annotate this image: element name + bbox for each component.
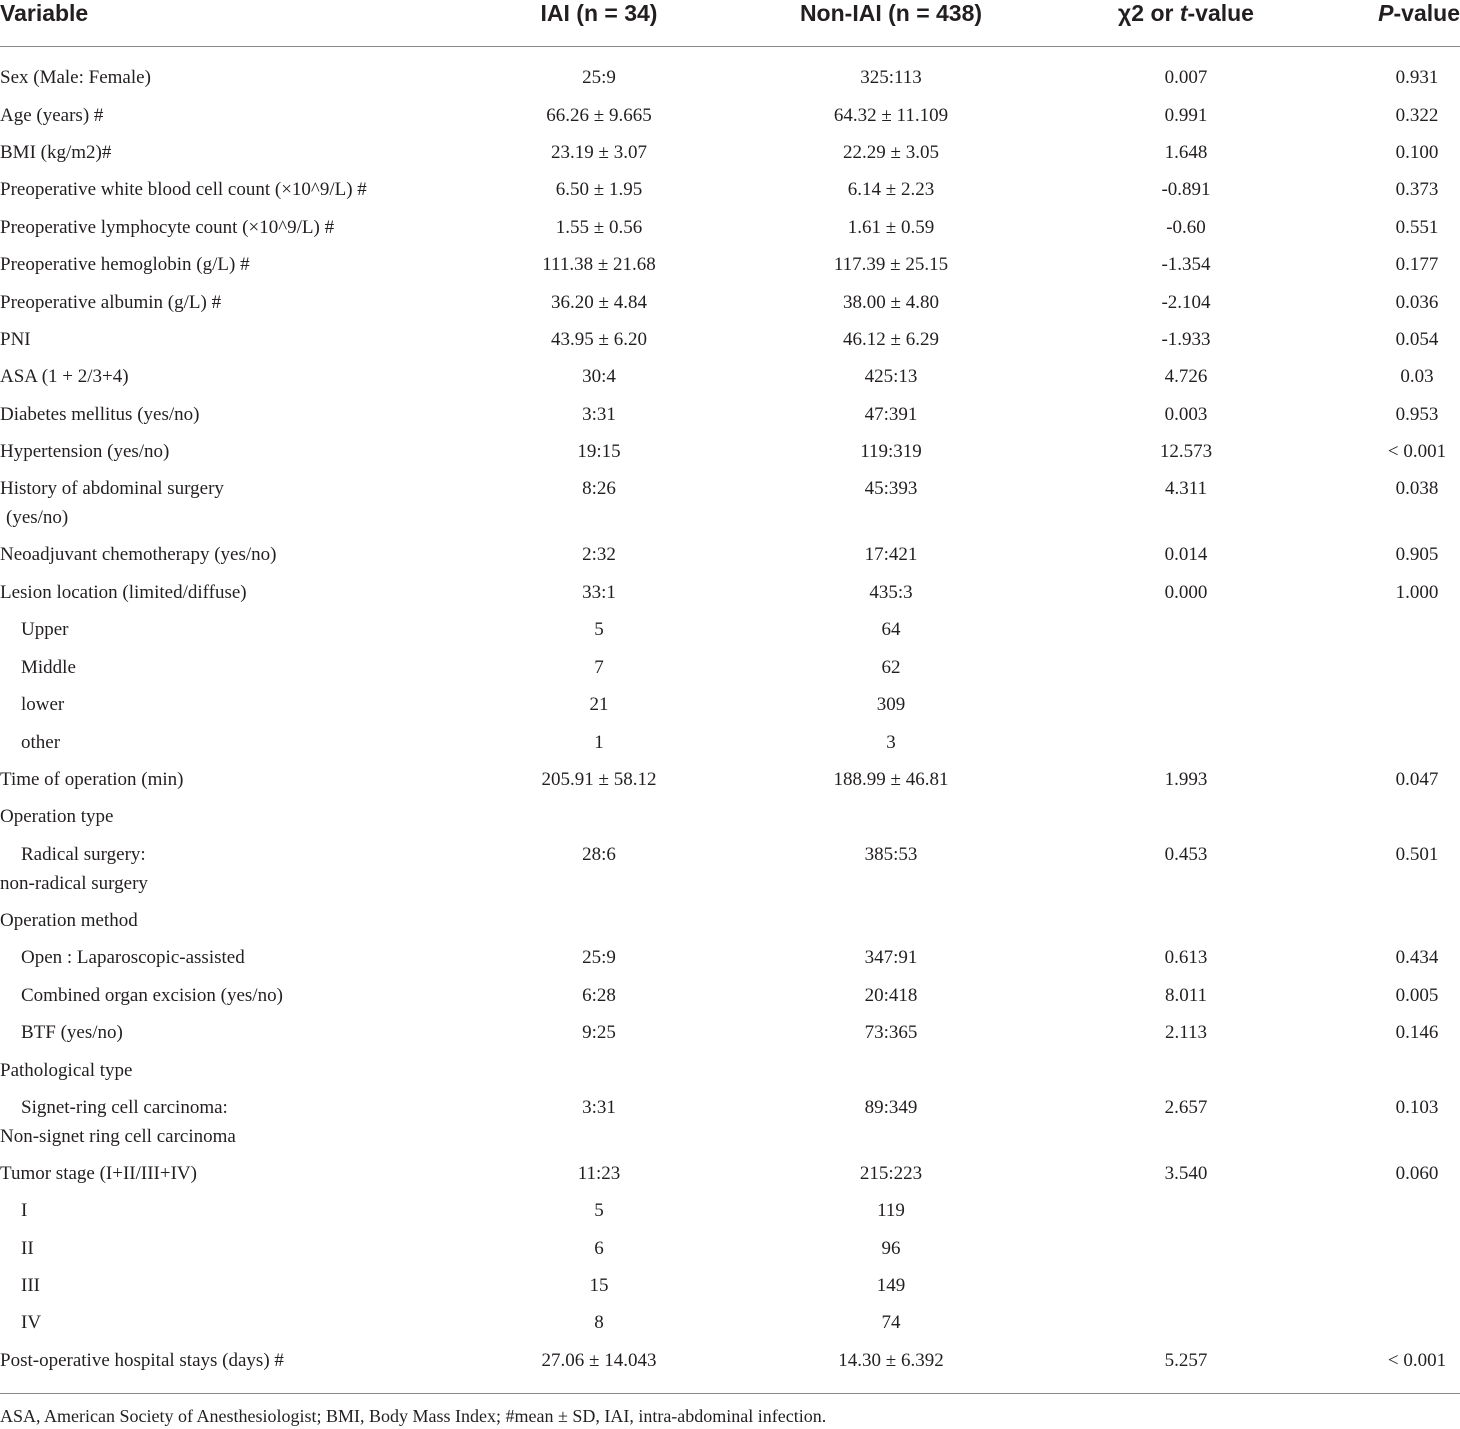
- cell-iai: 5: [594, 1200, 604, 1221]
- cell-p: 0.146: [1395, 1022, 1439, 1043]
- cell-variable: [21, 1018, 123, 1047]
- cell-variable: [21, 981, 283, 1010]
- cell-non-iai: 14.30 ± 6.392: [838, 1350, 944, 1371]
- cell-non-iai: 6.14 ± 2.23: [847, 179, 935, 200]
- cell-iai: 6.50 ± 1.95: [555, 179, 643, 200]
- cell-stat: 0.003: [1164, 404, 1208, 425]
- cell-p: 0.322: [1395, 105, 1439, 126]
- cell-variable: [0, 1093, 236, 1151]
- cell-p: 0.551: [1395, 217, 1439, 238]
- cell-p: 0.177: [1395, 254, 1439, 275]
- cell-non-iai: 309: [876, 694, 906, 715]
- cell-variable: [21, 1196, 27, 1225]
- cell-variable: [21, 653, 76, 682]
- cell-variable: [0, 325, 31, 354]
- cell-variable: [0, 288, 221, 317]
- header-p-suffix: -value: [1393, 0, 1460, 26]
- cell-variable: [0, 362, 129, 391]
- cell-variable-text: Hypertension (yes/no): [0, 441, 170, 462]
- header-iai: IAI (n = 34): [540, 0, 658, 26]
- cell-p: 0.047: [1395, 769, 1439, 790]
- cell-variable-text: Post-operative hospital stays (days) #: [0, 1350, 284, 1371]
- cell-iai: 15: [589, 1275, 609, 1296]
- cell-variable-text: other: [21, 732, 61, 753]
- cell-variable-text: II: [21, 1238, 34, 1259]
- header-non-iai: Non-IAI (n = 438): [799, 0, 983, 26]
- cell-iai: 43.95 ± 6.20: [551, 329, 647, 350]
- cell-variable-text: BMI (kg/m2)#: [0, 142, 112, 163]
- header-statistic: [1118, 0, 1254, 28]
- cell-iai: 25:9: [582, 947, 616, 968]
- cell-stat: 4.726: [1164, 366, 1208, 387]
- cell-non-iai: 96: [881, 1238, 901, 1259]
- cell-variable: [0, 474, 224, 532]
- table-bottom-rule: [0, 1393, 1460, 1394]
- cell-variable: [0, 906, 138, 935]
- cell-non-iai: 117.39 ± 25.15: [833, 254, 949, 275]
- cell-non-iai: 46.12 ± 6.29: [843, 329, 939, 350]
- cell-p: 0.036: [1395, 292, 1439, 313]
- cell-stat: 1.648: [1164, 142, 1208, 163]
- cell-non-iai: 22.29 ± 3.05: [843, 142, 939, 163]
- cell-iai: 30:4: [582, 366, 616, 387]
- cell-iai: 3:31: [582, 404, 616, 425]
- cell-variable-text-line2: non-radical surgery: [0, 873, 148, 894]
- header-p-value: [1378, 0, 1460, 28]
- cell-p: 0.373: [1395, 179, 1439, 200]
- cell-non-iai: 89:349: [864, 1097, 918, 1118]
- cell-variable-text: Pathological type: [0, 1060, 133, 1081]
- cell-variable-text: Time of operation (min): [0, 769, 184, 790]
- cell-variable-text: lower: [21, 694, 65, 715]
- cell-iai: 3:31: [582, 1097, 616, 1118]
- cell-variable-text: Radical surgery:: [21, 844, 146, 865]
- cell-variable-text: History of abdominal surgery: [0, 478, 224, 499]
- cell-stat: 1.993: [1164, 769, 1208, 790]
- cell-non-iai: 425:13: [864, 366, 918, 387]
- cell-variable: [21, 1234, 34, 1263]
- cell-iai: 23.19 ± 3.07: [551, 142, 647, 163]
- cell-iai: 9:25: [582, 1022, 616, 1043]
- cell-variable: [0, 250, 250, 279]
- cell-variable: [21, 615, 68, 644]
- cell-variable-text: Diabetes mellitus (yes/no): [0, 404, 200, 425]
- cell-stat: 0.613: [1164, 947, 1208, 968]
- cell-variable-text: Lesion location (limited/diffuse): [0, 582, 247, 603]
- cell-iai: 25:9: [582, 67, 616, 88]
- cell-stat: 3.540: [1164, 1163, 1208, 1184]
- cell-p: < 0.001: [1387, 441, 1447, 462]
- cell-p: 0.103: [1395, 1097, 1439, 1118]
- cell-p: 0.005: [1395, 985, 1439, 1006]
- cell-p: 0.038: [1395, 478, 1439, 499]
- cell-variable-text-line2: Non-signet ring cell carcinoma: [0, 1126, 236, 1147]
- cell-variable-text: Tumor stage (I+II/III+IV): [0, 1163, 197, 1184]
- cell-non-iai: 149: [876, 1275, 906, 1296]
- cell-iai: 7: [594, 657, 604, 678]
- cell-iai: 8: [594, 1312, 604, 1333]
- cell-stat: 4.311: [1164, 478, 1208, 499]
- cell-variable-text: Combined organ excision (yes/no): [21, 985, 283, 1006]
- header-statistic-t: t: [1179, 0, 1188, 26]
- cell-non-iai: 188.99 ± 46.81: [833, 769, 949, 790]
- cell-variable-text: BTF (yes/no): [21, 1022, 123, 1043]
- cell-iai: 6:28: [582, 985, 616, 1006]
- cell-iai: 205.91 ± 58.12: [541, 769, 657, 790]
- cell-p: < 0.001: [1387, 1350, 1447, 1371]
- cell-iai: 111.38 ± 21.68: [542, 254, 656, 275]
- cell-non-iai: 1.61 ± 0.59: [847, 217, 935, 238]
- cell-variable: [0, 1159, 197, 1188]
- cell-variable-text: PNI: [0, 329, 31, 350]
- cell-variable-text: Signet-ring cell carcinoma:: [21, 1097, 228, 1118]
- header-statistic-suffix: -value: [1187, 0, 1254, 26]
- cell-variable-text: I: [21, 1200, 28, 1221]
- cell-p: 0.953: [1395, 404, 1439, 425]
- cell-variable-text: Middle: [21, 657, 76, 678]
- cell-variable: [0, 765, 183, 794]
- cell-stat: 2.657: [1164, 1097, 1208, 1118]
- cell-variable: [0, 138, 111, 167]
- cell-variable: [0, 802, 113, 831]
- cell-variable-text: Neoadjuvant chemotherapy (yes/no): [0, 544, 277, 565]
- cell-variable: [21, 1271, 40, 1300]
- cell-variable-text: Preoperative lymphocyte count (×10^9/L) #: [0, 217, 335, 238]
- cell-non-iai: 38.00 ± 4.80: [843, 292, 939, 313]
- cell-non-iai: 119:319: [860, 441, 922, 462]
- cell-p: 0.434: [1395, 947, 1439, 968]
- cell-iai: 1: [594, 732, 604, 753]
- cell-p: 1.000: [1395, 582, 1439, 603]
- cell-stat: -2.104: [1161, 292, 1211, 313]
- cell-stat: 0.991: [1164, 105, 1208, 126]
- table-footnote: ASA, American Society of Anesthesiologist; BMI, Body Mass Index; #mean ± SD, IAI, intra-abdominal infection.: [0, 1406, 827, 1426]
- cell-variable: [0, 400, 199, 429]
- cell-iai: 11:23: [577, 1163, 621, 1184]
- cell-variable-text: Operation method: [0, 910, 138, 931]
- cell-iai: 6: [594, 1238, 604, 1259]
- cell-variable-text-line2: (yes/no): [6, 507, 69, 528]
- cell-non-iai: 73:365: [864, 1022, 918, 1043]
- cell-variable: [0, 213, 334, 242]
- cell-stat: 0.453: [1164, 844, 1208, 865]
- cell-non-iai: 347:91: [864, 947, 918, 968]
- cell-iai: 28:6: [582, 844, 616, 865]
- cell-variable-text: ASA (1 + 2/3+4): [0, 366, 129, 387]
- cell-non-iai: 385:53: [864, 844, 918, 865]
- cell-variable: [0, 1056, 132, 1085]
- cell-variable-text: IV: [21, 1312, 42, 1333]
- cell-variable: [21, 943, 245, 972]
- cell-stat: 2.113: [1164, 1022, 1208, 1043]
- cell-stat: -0.891: [1161, 179, 1211, 200]
- cell-iai: 5: [594, 619, 604, 640]
- cell-non-iai: 20:418: [864, 985, 918, 1006]
- cell-variable: [0, 101, 103, 130]
- cell-iai: 21: [589, 694, 609, 715]
- cell-p: 0.905: [1395, 544, 1439, 565]
- cell-stat: 0.014: [1164, 544, 1208, 565]
- cell-variable-text: Age (years) #: [0, 105, 104, 126]
- cell-non-iai: 62: [881, 657, 901, 678]
- cell-iai: 1.55 ± 0.56: [555, 217, 643, 238]
- cell-variable-text: Upper: [21, 619, 69, 640]
- cell-stat: 8.011: [1164, 985, 1208, 1006]
- cell-p: 0.100: [1395, 142, 1439, 163]
- cell-stat: -0.60: [1166, 217, 1206, 238]
- cell-stat: 5.257: [1164, 1350, 1208, 1371]
- cell-variable: [0, 540, 276, 569]
- cell-iai: 8:26: [582, 478, 616, 499]
- cell-iai: 19:15: [577, 441, 621, 462]
- cell-non-iai: 119: [877, 1200, 905, 1221]
- cell-variable: [21, 728, 60, 757]
- cell-variable-text: III: [21, 1275, 40, 1296]
- table-header: [0, 0, 1460, 47]
- cell-non-iai: 325:113: [860, 67, 922, 88]
- cell-non-iai: 64: [881, 619, 901, 640]
- cell-p: 0.060: [1395, 1163, 1439, 1184]
- cell-variable: [0, 63, 151, 92]
- cell-variable-text: Preoperative albumin (g/L) #: [0, 292, 222, 313]
- cell-stat: 12.573: [1159, 441, 1213, 462]
- cell-variable: [0, 840, 148, 898]
- cell-variable: [0, 1346, 284, 1375]
- cell-variable-text: Preoperative white blood cell count (×10^9/L) #: [0, 179, 367, 200]
- header-variable: Variable: [0, 0, 89, 26]
- cell-variable-text: Operation type: [0, 806, 114, 827]
- cell-p: 0.931: [1395, 67, 1439, 88]
- cell-stat: -1.933: [1161, 329, 1211, 350]
- header-p-italic: P: [1378, 0, 1394, 26]
- cell-iai: 27.06 ± 14.043: [541, 1350, 657, 1371]
- cell-iai: 66.26 ± 9.665: [546, 105, 652, 126]
- cell-stat: 0.007: [1164, 67, 1208, 88]
- cell-variable: [21, 690, 64, 719]
- cell-iai: 2:32: [582, 544, 616, 565]
- header-statistic-prefix: χ2 or: [1118, 0, 1180, 26]
- cell-p: 0.501: [1395, 844, 1439, 865]
- cell-variable: [0, 578, 247, 607]
- cell-non-iai: 47:391: [864, 404, 918, 425]
- cell-non-iai: 3: [886, 732, 896, 753]
- cell-non-iai: 215:223: [859, 1163, 923, 1184]
- cell-variable: [0, 437, 169, 466]
- cell-p: 0.03: [1400, 366, 1434, 387]
- cell-stat: -1.354: [1161, 254, 1211, 275]
- cell-variable: [0, 175, 367, 204]
- cell-non-iai: 74: [881, 1312, 901, 1333]
- cell-variable-text: Open : Laparoscopic-assisted: [21, 947, 245, 968]
- cell-stat: 0.000: [1164, 582, 1208, 603]
- cell-iai: 33:1: [582, 582, 616, 603]
- cell-non-iai: 17:421: [864, 544, 918, 565]
- cell-non-iai: 45:393: [864, 478, 918, 499]
- cell-non-iai: 64.32 ± 11.109: [833, 105, 949, 126]
- cell-p: 0.054: [1395, 329, 1439, 350]
- cell-iai: 36.20 ± 4.84: [551, 292, 647, 313]
- cell-variable: [21, 1308, 41, 1337]
- cell-variable-text: Sex (Male: Female): [0, 67, 151, 88]
- cell-non-iai: 435:3: [869, 582, 913, 603]
- cell-variable-text: Preoperative hemoglobin (g/L) #: [0, 254, 250, 275]
